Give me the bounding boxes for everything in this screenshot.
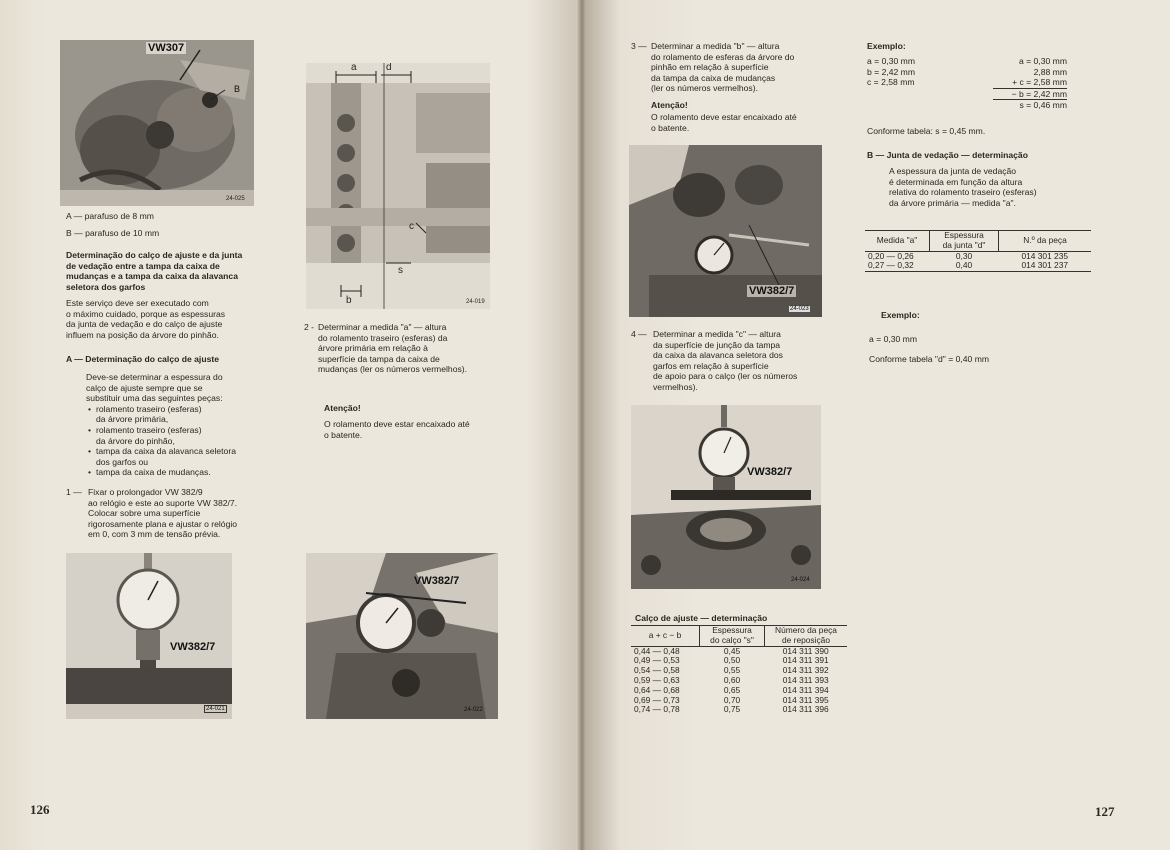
table-row: 0,59 — 0,63 0,60 014 311 393 xyxy=(634,674,829,685)
table-row: 0,64 — 0,68 0,65 014 311 394 xyxy=(634,684,829,695)
page-number: 126 xyxy=(30,802,50,817)
step4-line: de apoio para o calço (ler os números xyxy=(653,371,798,382)
example-title: Exemplo: xyxy=(867,41,906,51)
vw382-label: VW382/7 xyxy=(747,466,793,478)
step1-line: ao relógio e este ao suporte VW 382/7. xyxy=(88,497,238,508)
intro-line: o máximo cuidado, porque as espessuras xyxy=(66,308,226,319)
gauge-bearing-photo xyxy=(629,145,822,317)
step1-number: 1 — xyxy=(66,487,82,497)
table-row: 0,69 — 0,73 0,70 014 311 395 xyxy=(634,694,829,705)
intro-paragraph xyxy=(66,298,276,340)
label-a: a xyxy=(351,63,357,73)
vw382-label: VW382/7 xyxy=(170,641,216,653)
col-header: Número da peça de reposição xyxy=(775,625,837,645)
photo-code: 24-025 xyxy=(226,196,245,202)
heading-line: mudanças e a tampa da caixa da alavanca xyxy=(66,271,238,282)
shim-table-title: Calço de ajuste — determinação xyxy=(635,613,768,623)
section-a-title: A — Determinação do calço de ajuste xyxy=(66,354,219,364)
section-a-line: Deve-se determinar a espessura do xyxy=(86,372,223,382)
gasket-table xyxy=(865,230,1091,272)
step2-line: do rolamento traseiro (esferas) da xyxy=(318,332,448,343)
section-b-line: relativa do rolamento traseiro (esferas) xyxy=(889,187,1037,198)
step2-line: superfície da tampa da caixa de xyxy=(318,353,440,364)
bullet-cont: dos garfos ou xyxy=(96,456,149,467)
photo-code: 24-023 xyxy=(790,306,809,312)
step1-line: rigorosamente plana e ajustar o relógio xyxy=(88,518,238,529)
bullet-item: • tampa da caixa de mudanças. xyxy=(86,467,276,478)
intro-line: Este serviço deve ser executado com xyxy=(66,298,209,308)
step1-line: em 0, com 3 mm de tensão prévia. xyxy=(88,529,221,540)
step4-body xyxy=(653,329,853,393)
photo-code: 24-024 xyxy=(791,577,810,583)
right-page xyxy=(585,0,1170,850)
col-header: Medida "a" xyxy=(865,231,930,252)
transmission-photo xyxy=(60,40,254,206)
step3-line: do rolamento de esferas da árvore do xyxy=(651,51,795,62)
attention-body xyxy=(324,419,514,440)
step3-line: da tampa da caixa de mudanças xyxy=(651,72,776,83)
bullet-item: • tampa da caixa da alavanca seletora xyxy=(86,446,276,457)
table-row: 0,74 — 0,78 0,75 014 311 396 xyxy=(634,704,829,715)
step2-body xyxy=(318,322,508,375)
step1-body xyxy=(88,487,278,540)
attention-body xyxy=(651,112,841,133)
step1-line: Fixar o prolongador VW 382/9 xyxy=(88,487,203,497)
label-d: d xyxy=(386,63,392,73)
heading-line: Determinação do calço de ajuste e da junta xyxy=(66,250,243,260)
caption-b: B — parafuso de 10 mm xyxy=(66,228,160,238)
table-row: 0,49 — 0,53 0,50 014 311 391 xyxy=(634,655,829,666)
col-header: Espessura da junta "d" xyxy=(930,231,999,252)
cross-section-diagram xyxy=(306,63,490,309)
section-b-body xyxy=(889,166,1089,208)
page-number: 127 xyxy=(1095,804,1115,819)
example2-title: Exemplo: xyxy=(881,310,920,320)
attention-line: o batente. xyxy=(651,122,690,133)
label-s: s xyxy=(398,265,403,276)
dial-gauge-photo xyxy=(66,553,232,719)
col-header: N.º da peça xyxy=(1023,234,1067,245)
table-row: 0,44 — 0,48 0,45 014 311 390 xyxy=(634,645,829,656)
calc-line: s = 0,46 mm xyxy=(1019,100,1067,111)
example-calculation xyxy=(993,56,1067,111)
step4-number: 4 — xyxy=(631,329,647,339)
calc-line: + c = 2,58 mm xyxy=(993,77,1067,89)
step4-line: Determinar a medida "c" — altura xyxy=(653,329,781,339)
label-c: c xyxy=(409,221,414,232)
caption-a: A — parafuso de 8 mm xyxy=(66,211,154,221)
step3-line: (ler os números vermelhos). xyxy=(651,83,758,94)
label-b: b xyxy=(346,295,352,306)
step4-line: garfos em relação à superfície xyxy=(653,360,769,371)
intro-line: da junta de vedação e do calço de ajuste xyxy=(66,319,223,330)
intro-line: influem na posição da árvore do pinhão. xyxy=(66,329,219,340)
section-b-line: A espessura da junta de vedação xyxy=(889,166,1017,176)
table-row: 0,54 — 0,58 0,55 014 311 392 xyxy=(634,665,829,676)
attention-title: Atenção! xyxy=(651,100,688,110)
bullet-item: • rolamento traseiro (esferas) xyxy=(86,425,276,436)
calc-line: 2,88 mm xyxy=(1033,66,1067,77)
section-a-line: substituir uma das seguintes peças: xyxy=(86,393,223,404)
step4-line: vermelhos). xyxy=(653,381,698,392)
step2-line: árvore primária em relação à xyxy=(318,343,428,354)
calc-line: a = 0,30 mm xyxy=(1018,56,1067,66)
b-callout-label: B xyxy=(234,84,241,94)
heading-line: seletora dos garfos xyxy=(66,281,146,292)
step2-number: 2 - xyxy=(304,322,315,332)
table-row: 0,27 — 0,32 0,40 014 301 237 xyxy=(865,261,1091,271)
example-conclusion: Conforme tabela: s = 0,45 mm. xyxy=(867,126,986,136)
section-a-body xyxy=(86,372,276,478)
example-line: a = 0,30 mm xyxy=(867,56,916,66)
table-row: 0,20 — 0,26 0,30 014 301 235 xyxy=(868,250,1069,261)
step3-line: pinhão em relação à superfície xyxy=(651,62,769,73)
attention-title: Atenção! xyxy=(324,403,361,413)
step4-line: da superfície de junção da tampa xyxy=(653,339,781,350)
photo-code: 24-022 xyxy=(464,707,483,713)
photo-code: 24-021 xyxy=(206,706,225,712)
attention-line: o batente. xyxy=(324,429,363,440)
heading-line: de vedação entre a tampa da caixa de xyxy=(66,260,220,271)
bullet-item: • rolamento traseiro (esferas) xyxy=(86,404,276,415)
step4-line: da caixa da alavanca seletora dos xyxy=(653,350,783,361)
hands-gauge-photo xyxy=(306,553,498,719)
section-b-line: é determinada em função da altura xyxy=(889,176,1023,187)
example-values xyxy=(867,56,915,88)
step1-line: Colocar sobre uma superfície xyxy=(88,508,201,519)
step2-line: Determinar a medida "a" — altura xyxy=(318,322,447,332)
step3-number: 3 — xyxy=(631,41,647,51)
attention-line: O rolamento deve estar encaixado até xyxy=(324,419,470,429)
gauge-housing-photo xyxy=(631,405,821,589)
step3-body xyxy=(651,41,841,94)
step2-line: mudanças (ler os números vermelhos). xyxy=(318,364,468,375)
section-b-title: B — Junta de vedação — determinação xyxy=(867,150,1028,160)
col-header: Espessura do calço "s" xyxy=(700,626,765,647)
section-a-line: calço de ajuste sempre que se xyxy=(86,382,203,393)
example-line: c = 2,58 mm xyxy=(867,77,915,88)
example2-line1: a = 0,30 mm xyxy=(869,334,918,344)
bullet-cont: da árvore do pinhão, xyxy=(96,435,175,446)
section-heading xyxy=(66,250,276,292)
example2-line2: Conforme tabela "d" = 0,40 mm xyxy=(869,354,990,364)
calc-line: − b = 2,42 mm xyxy=(993,89,1067,101)
bullet-cont: da árvore primária, xyxy=(96,414,169,425)
shim-table xyxy=(631,625,847,715)
attention-line: O rolamento deve estar encaixado até xyxy=(651,112,797,122)
example-line: b = 2,42 mm xyxy=(867,66,916,77)
vw382-label: VW382/7 xyxy=(414,575,460,587)
col-header: a + c − b xyxy=(631,626,700,647)
section-b-line: da árvore primária — medida "a". xyxy=(889,197,1016,208)
step3-line: Determinar a medida "b" — altura xyxy=(651,41,780,51)
vw307-label: VW307 xyxy=(148,42,185,54)
vw382-label: VW382/7 xyxy=(749,285,795,297)
diagram-code: 24-019 xyxy=(466,299,485,305)
